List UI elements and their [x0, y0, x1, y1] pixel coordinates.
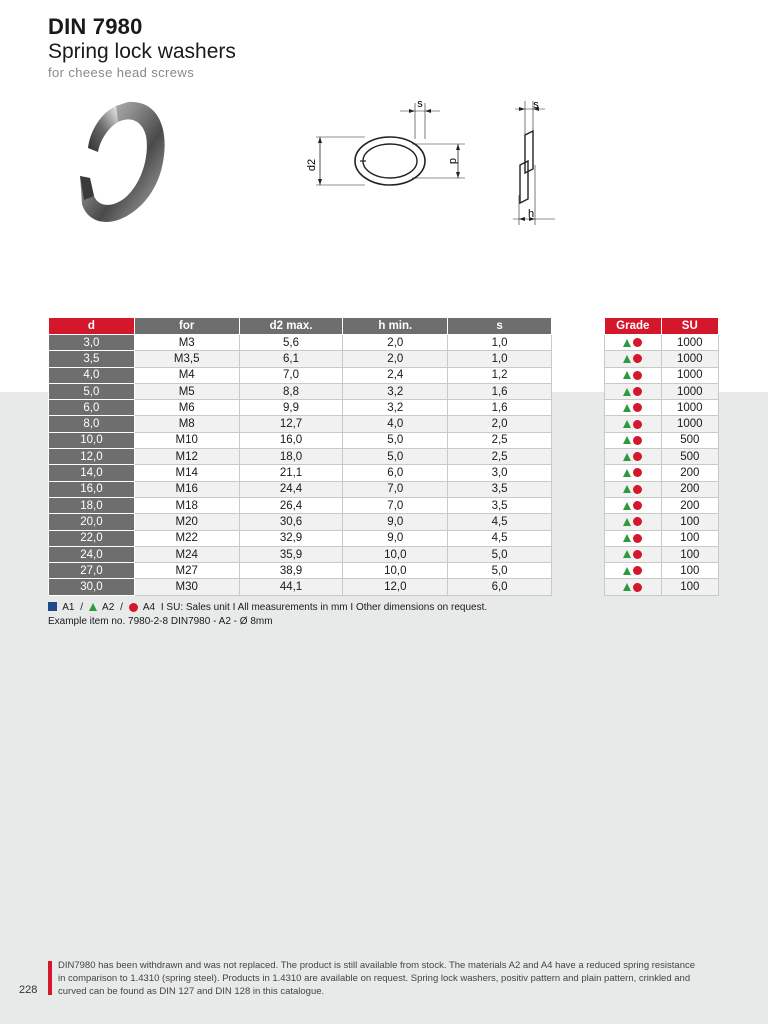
cell-for: M3	[134, 335, 239, 351]
grade-row	[605, 530, 719, 546]
grade-row	[605, 481, 719, 497]
label-h: h	[527, 208, 535, 220]
a4-dot-icon	[633, 501, 642, 510]
a4-dot-icon	[633, 403, 642, 412]
cell-for: M20	[134, 514, 239, 530]
cell-s: 2,0	[448, 416, 552, 432]
legend-sep2: /	[120, 602, 123, 613]
cell-d2max: 12,7	[239, 416, 343, 432]
col-header-s: s	[448, 318, 552, 335]
cell-grade	[605, 416, 662, 432]
grade-row	[605, 351, 719, 367]
cell-d: 6,0	[49, 400, 135, 416]
legend-a4: A4	[142, 602, 156, 613]
a4-dot-icon	[633, 354, 642, 363]
grade-su-table	[604, 317, 719, 596]
cell-s: 2,5	[448, 449, 552, 465]
a4-dot-icon	[129, 603, 138, 612]
col-header-grade: Grade	[605, 318, 662, 335]
cell-s: 4,5	[448, 530, 552, 546]
cell-grade	[605, 449, 662, 465]
cell-grade	[605, 481, 662, 497]
cell-hmin: 5,0	[343, 432, 448, 448]
cell-s: 3,5	[448, 481, 552, 497]
cell-d: 12,0	[49, 449, 135, 465]
a2-triangle-icon	[623, 436, 631, 444]
cell-s: 1,2	[448, 367, 552, 383]
a2-triangle-icon	[623, 371, 631, 379]
a2-triangle-icon	[623, 485, 631, 493]
cell-su: 1000	[661, 367, 718, 383]
a2-triangle-icon	[623, 339, 631, 347]
cell-d2max: 24,4	[239, 481, 343, 497]
table-row	[49, 497, 552, 513]
cell-d: 16,0	[49, 481, 135, 497]
cell-for: M14	[134, 465, 239, 481]
table-row	[49, 335, 552, 351]
label-d2: d2	[306, 158, 318, 172]
cell-d: 14,0	[49, 465, 135, 481]
cell-grade	[605, 546, 662, 562]
cell-grade	[605, 563, 662, 579]
a4-dot-icon	[633, 517, 642, 526]
grade-row	[605, 367, 719, 383]
a2-triangle-icon	[623, 388, 631, 396]
label-s-side: s	[533, 99, 539, 111]
table-header-row	[49, 318, 552, 335]
cell-for: M30	[134, 579, 239, 595]
grade-row	[605, 514, 719, 530]
a2-triangle-icon	[623, 502, 631, 510]
cell-d2max: 8,8	[239, 383, 343, 399]
example-item-number: Example item no. 7980-2-8 DIN7980 - A2 - Ø 8mm	[48, 616, 273, 627]
a4-dot-icon	[633, 485, 642, 494]
table-row	[49, 416, 552, 432]
cell-su: 100	[661, 514, 718, 530]
a2-triangle-icon	[623, 355, 631, 363]
a2-triangle-icon	[623, 404, 631, 412]
cell-hmin: 10,0	[343, 546, 448, 562]
grade-header-row	[605, 318, 719, 335]
cell-hmin: 7,0	[343, 497, 448, 513]
cell-d2max: 38,9	[239, 563, 343, 579]
a4-dot-icon	[633, 436, 642, 445]
cell-su: 100	[661, 530, 718, 546]
cell-d: 22,0	[49, 530, 135, 546]
cell-d: 4,0	[49, 367, 135, 383]
cell-grade	[605, 351, 662, 367]
grade-row	[605, 465, 719, 481]
page-number: 228	[19, 984, 38, 996]
col-header-su: SU	[661, 318, 718, 335]
a2-triangle-icon	[623, 550, 631, 558]
a2-triangle-icon	[623, 518, 631, 526]
cell-su: 200	[661, 481, 718, 497]
label-s: s	[417, 98, 423, 110]
cell-d: 18,0	[49, 497, 135, 513]
cell-for: M12	[134, 449, 239, 465]
spring-washer-photo	[70, 92, 180, 232]
cell-d2max: 7,0	[239, 367, 343, 383]
cell-d: 3,5	[49, 351, 135, 367]
cell-hmin: 3,2	[343, 400, 448, 416]
cell-su: 200	[661, 497, 718, 513]
table-row	[49, 400, 552, 416]
cell-su: 500	[661, 449, 718, 465]
cell-d: 30,0	[49, 579, 135, 595]
a2-triangle-icon	[623, 534, 631, 542]
cell-d2max: 26,4	[239, 497, 343, 513]
cell-d2max: 32,9	[239, 530, 343, 546]
footer-note: DIN7980 has been withdrawn and was not replaced. The product is still available from stock. The materials A2 and A4 have a reduced spring resistance in comparison to 1.4310 (spring steel). Products in 1.4310 are available on request. Spring lock washers, positiv pattern and plain pattern, crinkled and curved can be found as DIN 127 and DIN 128 in this catalogue.	[58, 960, 696, 997]
cell-d2max: 35,9	[239, 546, 343, 562]
cell-grade	[605, 383, 662, 399]
a4-dot-icon	[633, 566, 642, 575]
cell-for: M27	[134, 563, 239, 579]
cell-d: 5,0	[49, 383, 135, 399]
cell-su: 500	[661, 432, 718, 448]
cell-d2max: 21,1	[239, 465, 343, 481]
table-row	[49, 383, 552, 399]
page-title: DIN 7980	[48, 14, 143, 39]
legend-text: I SU: Sales unit I All measurements in mm I Other dimensions on request.	[160, 602, 488, 613]
cell-d2max: 6,1	[239, 351, 343, 367]
grade-row	[605, 400, 719, 416]
cell-hmin: 2,4	[343, 367, 448, 383]
table-row	[49, 449, 552, 465]
legend-a2: A2	[102, 602, 115, 613]
label-d: d	[447, 157, 459, 165]
table-row	[49, 432, 552, 448]
cell-su: 100	[661, 579, 718, 595]
cell-s: 1,6	[448, 400, 552, 416]
a4-dot-icon	[633, 371, 642, 380]
cell-s: 4,5	[448, 514, 552, 530]
a4-dot-icon	[633, 550, 642, 559]
table-row	[49, 514, 552, 530]
cell-d: 10,0	[49, 432, 135, 448]
cell-hmin: 5,0	[343, 449, 448, 465]
cell-su: 200	[661, 465, 718, 481]
cell-s: 5,0	[448, 546, 552, 562]
grade-row	[605, 563, 719, 579]
cell-for: M24	[134, 546, 239, 562]
table-row	[49, 563, 552, 579]
cell-for: M3,5	[134, 351, 239, 367]
cell-s: 1,0	[448, 335, 552, 351]
cell-hmin: 4,0	[343, 416, 448, 432]
cell-su: 1000	[661, 400, 718, 416]
legend-sep1: /	[80, 602, 84, 613]
cell-s: 3,0	[448, 465, 552, 481]
grade-row	[605, 416, 719, 432]
col-header-for: for	[134, 318, 239, 335]
cell-su: 100	[661, 563, 718, 579]
grade-row	[605, 497, 719, 513]
cell-d2max: 9,9	[239, 400, 343, 416]
grade-row	[605, 335, 719, 351]
cell-for: M10	[134, 432, 239, 448]
table-row	[49, 367, 552, 383]
cell-d2max: 5,6	[239, 335, 343, 351]
cell-s: 2,5	[448, 432, 552, 448]
cell-grade	[605, 514, 662, 530]
cell-hmin: 2,0	[343, 335, 448, 351]
page-subtitle: Spring lock washers	[48, 40, 236, 63]
cell-d: 3,0	[49, 335, 135, 351]
cell-for: M16	[134, 481, 239, 497]
a1-square-icon	[48, 602, 57, 611]
cell-hmin: 9,0	[343, 514, 448, 530]
col-header-d: d	[49, 318, 135, 335]
cell-su: 1000	[661, 351, 718, 367]
legend-a1: A1	[62, 602, 75, 613]
footer-accent-bar	[48, 961, 52, 995]
table-row	[49, 546, 552, 562]
cell-s: 1,6	[448, 383, 552, 399]
cell-for: M6	[134, 400, 239, 416]
cell-for: M4	[134, 367, 239, 383]
cell-su: 1000	[661, 416, 718, 432]
a2-triangle-icon	[623, 420, 631, 428]
cell-grade	[605, 367, 662, 383]
cell-grade	[605, 400, 662, 416]
cell-d: 8,0	[49, 416, 135, 432]
col-header-hmin: h min.	[343, 318, 448, 335]
table-row	[49, 579, 552, 595]
a2-triangle-icon	[623, 567, 631, 575]
cell-s: 3,5	[448, 497, 552, 513]
cell-for: M8	[134, 416, 239, 432]
col-header-d2max: d2 max.	[239, 318, 343, 335]
cell-d2max: 30,6	[239, 514, 343, 530]
grade-row	[605, 383, 719, 399]
cell-s: 1,0	[448, 351, 552, 367]
a4-dot-icon	[633, 452, 642, 461]
washer-front-drawing	[300, 95, 470, 215]
cell-grade	[605, 335, 662, 351]
cell-hmin: 3,2	[343, 383, 448, 399]
cell-grade	[605, 579, 662, 595]
a2-triangle-icon	[623, 469, 631, 477]
a4-dot-icon	[633, 468, 642, 477]
table-row	[49, 351, 552, 367]
grade-row	[605, 449, 719, 465]
a2-triangle-icon	[89, 603, 97, 611]
table-row	[49, 530, 552, 546]
a2-triangle-icon	[623, 453, 631, 461]
grade-row	[605, 432, 719, 448]
cell-d2max: 16,0	[239, 432, 343, 448]
cell-su: 100	[661, 546, 718, 562]
cell-for: M18	[134, 497, 239, 513]
cell-d2max: 18,0	[239, 449, 343, 465]
a4-dot-icon	[633, 387, 642, 396]
dimensions-table	[48, 317, 552, 596]
cell-hmin: 10,0	[343, 563, 448, 579]
cell-hmin: 9,0	[343, 530, 448, 546]
grade-legend	[48, 602, 490, 613]
a4-dot-icon	[633, 534, 642, 543]
cell-grade	[605, 465, 662, 481]
cell-hmin: 2,0	[343, 351, 448, 367]
cell-grade	[605, 497, 662, 513]
cell-s: 6,0	[448, 579, 552, 595]
cell-for: M5	[134, 383, 239, 399]
a2-triangle-icon	[623, 583, 631, 591]
grade-row	[605, 579, 719, 595]
cell-d: 27,0	[49, 563, 135, 579]
a4-dot-icon	[633, 583, 642, 592]
cell-hmin: 6,0	[343, 465, 448, 481]
grade-row	[605, 546, 719, 562]
cell-su: 1000	[661, 335, 718, 351]
cell-for: M22	[134, 530, 239, 546]
washer-side-drawing	[495, 95, 570, 230]
table-row	[49, 481, 552, 497]
cell-hmin: 12,0	[343, 579, 448, 595]
cell-grade	[605, 530, 662, 546]
cell-su: 1000	[661, 383, 718, 399]
a4-dot-icon	[633, 420, 642, 429]
cell-hmin: 7,0	[343, 481, 448, 497]
cell-grade	[605, 432, 662, 448]
table-row	[49, 465, 552, 481]
cell-d2max: 44,1	[239, 579, 343, 595]
page-caption: for cheese head screws	[48, 65, 195, 80]
cell-s: 5,0	[448, 563, 552, 579]
cell-d: 24,0	[49, 546, 135, 562]
cell-d: 20,0	[49, 514, 135, 530]
a4-dot-icon	[633, 338, 642, 347]
